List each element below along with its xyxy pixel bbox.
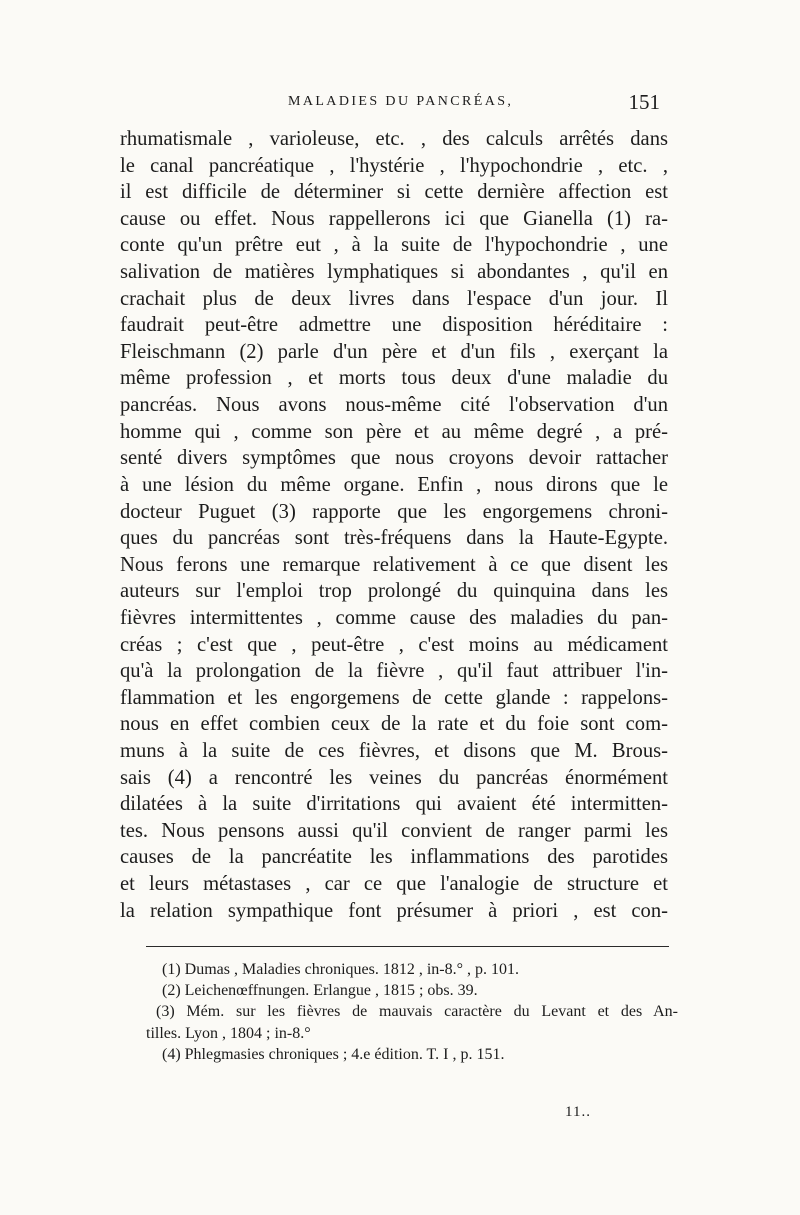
body-line: causes de la pancréatite les inflammations des parotides <box>120 846 668 869</box>
body-text <box>120 126 668 924</box>
body-line: muns à la suite de ces fièvres, et disons que M. Brous- <box>120 740 668 763</box>
body-line: même profession , et morts tous deux d'une maladie du <box>120 367 668 390</box>
body-line: sais (4) a rencontré les veines du pancréas énormément <box>120 766 668 789</box>
footnote: (4) Phlegmasies chroniques ; 4.e édition. T. I , p. 151. <box>162 1045 505 1063</box>
body-line: faudrait peut-être admettre une disposition héréditaire : <box>120 314 668 337</box>
body-line: la relation sympathique font présumer à priori , est con- <box>120 899 668 922</box>
body-line: salivation de matières lymphatiques si abondantes , qu'il en <box>120 261 668 284</box>
signature-mark: 11.. <box>565 1104 591 1120</box>
footnote: (3) Mém. sur les fièvres de mauvais caractère du Levant et des An- <box>156 1003 678 1021</box>
body-line: pancréas. Nous avons nous-même cité l'observation d'un <box>120 394 668 417</box>
body-line: dilatées à la suite d'irritations qui avaient été intermitten- <box>120 793 668 816</box>
body-line: qu'à la prolongation de la fièvre , qu'il faut attribuer l'in- <box>120 660 668 683</box>
body-line: auteurs sur l'emploi trop prolongé du quinquina dans les <box>120 580 668 603</box>
body-line: tes. Nous pensons aussi qu'il convient de ranger parmi les <box>120 819 668 842</box>
footnote-continuation: tilles. Lyon , 1804 ; in-8.° <box>146 1024 311 1042</box>
body-line: nous en effet combien ceux de la rate et du foie sont com- <box>120 713 668 736</box>
body-line: créas ; c'est que , peut-être , c'est moins au médicament <box>120 633 668 656</box>
body-line: cause ou effet. Nous rappellerons ici que Gianella (1) ra- <box>120 207 668 230</box>
body-line: il est difficile de déterminer si cette dernière affection est <box>120 181 668 204</box>
body-line: senté divers symptômes que nous croyons devoir rattacher <box>120 447 668 470</box>
footnotes <box>146 959 678 1065</box>
body-line: le canal pancréatique , l'hystérie , l'hypochondrie , etc. , <box>120 154 668 177</box>
page-header <box>128 90 668 124</box>
body-line: et leurs métastases , car ce que l'analogie de structure et <box>120 873 668 896</box>
body-line: rhumatismale , varioleuse, etc. , des calculs arrêtés dans <box>120 128 668 150</box>
page-number: 151 <box>628 90 660 114</box>
footnote-divider <box>146 946 669 947</box>
body-line: docteur Puguet (3) rapporte que les engorgemens chroni- <box>120 500 668 523</box>
body-line: à une lésion du même organe. Enfin , nous dirons que le <box>120 473 668 496</box>
footnote: (1) Dumas , Maladies chroniques. 1812 , in-8.° , p. 101. <box>162 961 520 978</box>
body-line: Fleischmann (2) parle d'un père et d'un fils , exerçant la <box>120 340 668 363</box>
body-line: ques du pancréas sont très-fréquens dans la Haute-Egypte. <box>120 527 668 550</box>
body-line: flammation et les engorgemens de cette glande : rappelons- <box>120 686 668 709</box>
body-line: Nous ferons une remarque relativement à ce que disent les <box>120 553 668 576</box>
body-line: crachait plus de deux livres dans l'espace d'un jour. Il <box>120 287 668 310</box>
running-title: MALADIES DU PANCRÉAS, <box>288 94 514 109</box>
body-line: conte qu'un prêtre eut , à la suite de l'hypochondrie , une <box>120 234 668 257</box>
body-line: fièvres intermittentes , comme cause des maladies du pan- <box>120 606 668 629</box>
footnote: (2) Leichenœffnungen. Erlangue , 1815 ; obs. 39. <box>162 982 478 1000</box>
body-line: homme qui , comme son père et au même degré , a pré- <box>120 420 668 443</box>
